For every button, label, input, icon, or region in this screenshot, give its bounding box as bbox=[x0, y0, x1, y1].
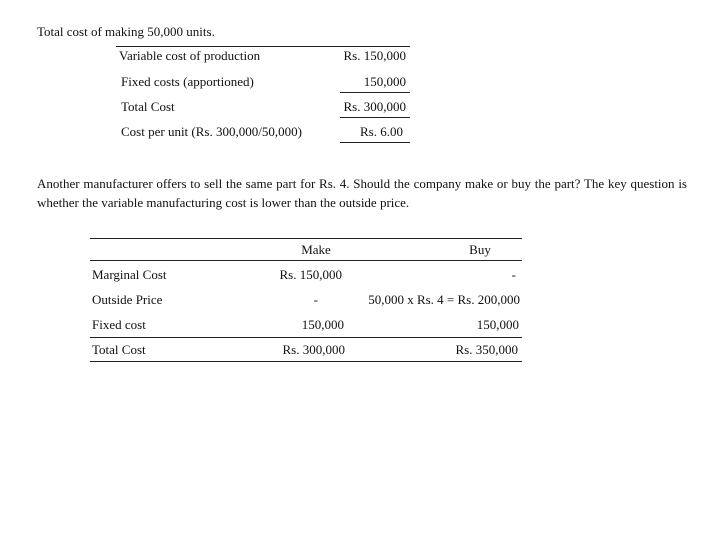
row-make-total-cost: Rs. 300,000 bbox=[282, 342, 345, 357]
header-buy: Buy bbox=[469, 242, 491, 257]
row-buy-fixed-cost: 150,000 bbox=[476, 317, 519, 332]
section1-row-value-variable: Rs. 150,000 bbox=[343, 48, 406, 63]
section1-row-value-unit: Rs. 6.00 bbox=[360, 124, 403, 139]
row-make-fixed-cost: 150,000 bbox=[301, 317, 344, 332]
section1-row-label-variable: Variable cost of production bbox=[119, 48, 261, 63]
row-label-total-cost: Total Cost bbox=[92, 342, 146, 357]
question-paragraph: Another manufacturer offers to sell the same part for Rs. 4. Should the company make or buy the part? The key question is whether the variable manufacturing cost is lower than the outside price. bbox=[37, 176, 687, 210]
header-make: Make bbox=[301, 242, 331, 257]
section1-row-label-total: Total Cost bbox=[121, 99, 175, 114]
section1-top-rule bbox=[116, 46, 410, 47]
section1-bottom-rule bbox=[340, 142, 410, 143]
row-make-outside-price: - bbox=[313, 292, 318, 307]
row-label-outside-price: Outside Price bbox=[92, 292, 163, 307]
section1-heading: Total cost of making 50,000 units. bbox=[37, 24, 215, 39]
row-label-fixed-cost: Fixed cost bbox=[92, 317, 146, 332]
row-buy-marginal-cost: - bbox=[511, 267, 516, 282]
section1-total-rule bbox=[340, 117, 410, 118]
row-buy-total-cost: Rs. 350,000 bbox=[455, 342, 518, 357]
section1-row-label-fixed: Fixed costs (apportioned) bbox=[121, 74, 254, 89]
row-label-marginal-cost: Marginal Cost bbox=[92, 267, 167, 282]
section1-row-value-total: Rs. 300,000 bbox=[343, 99, 406, 114]
section2-bottom-rule bbox=[90, 361, 522, 362]
section1-row-label-unit: Cost per unit (Rs. 300,000/50,000) bbox=[121, 124, 302, 139]
section1-subtotal-rule bbox=[340, 92, 410, 93]
section2-total-rule bbox=[90, 337, 522, 338]
row-make-marginal-cost: Rs. 150,000 bbox=[279, 267, 342, 282]
row-buy-outside-price: 50,000 x Rs. 4 = Rs. 200,000 bbox=[368, 292, 520, 307]
section2-header-rule bbox=[90, 260, 522, 261]
section2-top-rule bbox=[90, 238, 522, 239]
section1-row-value-fixed: 150,000 bbox=[363, 74, 406, 89]
